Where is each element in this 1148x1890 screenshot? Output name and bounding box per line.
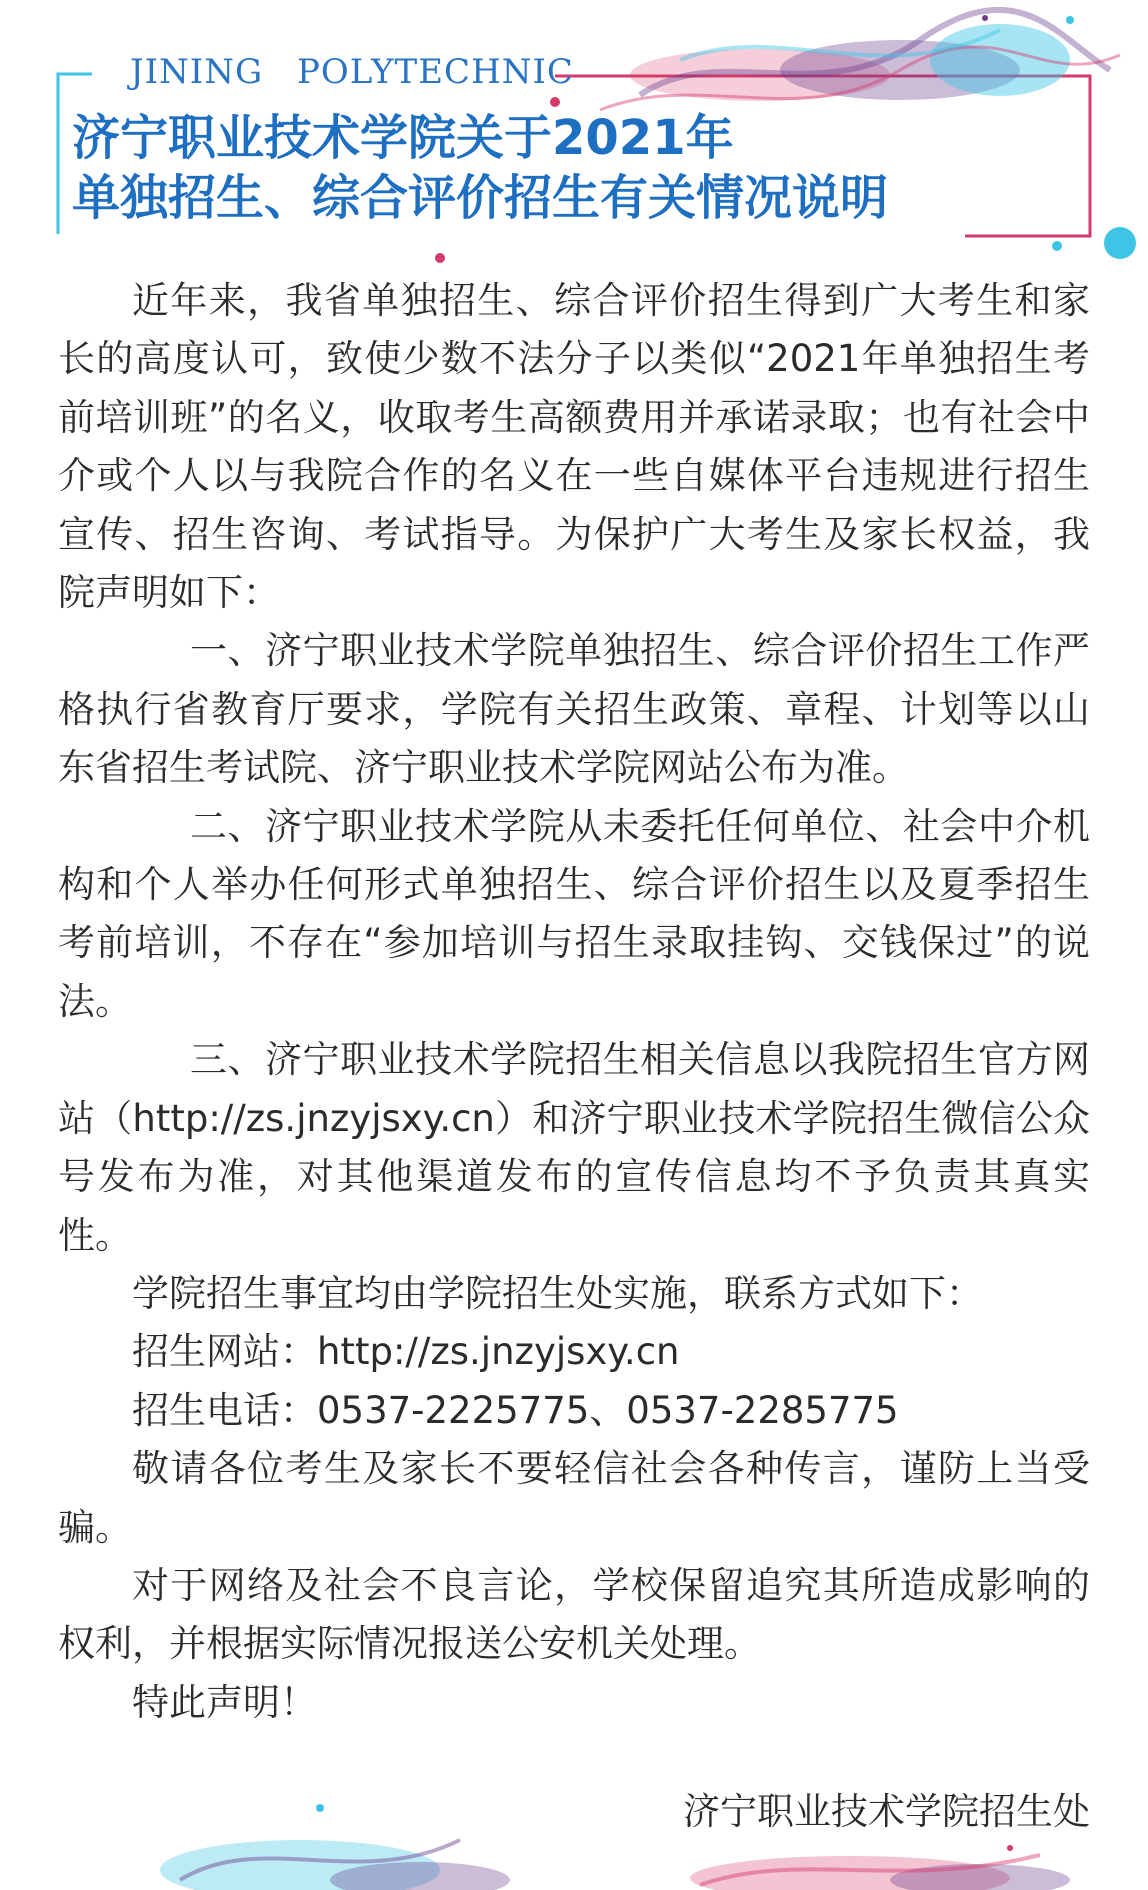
school-english-name: JINING POLYTECHNIC	[130, 52, 574, 92]
admission-phone: 招生电话：0537-2225775、0537-2285775	[132, 1388, 899, 1432]
closing-line: 特此声明！	[132, 1680, 317, 1724]
item-3-paragraph: 三、济宁职业技术学院招生相关信息以我院招生官方网站（http://zs.jnzyjsxy.cn）和济宁职业技术学院招生微信公众号发布为准，对其他渠道发布的宣传信息均不予负责其真实性。	[58, 1038, 1090, 1257]
header	[0, 0, 1148, 260]
signature: 济宁职业技术学院招生处	[683, 1790, 1090, 1833]
admission-website: 招生网站：http://zs.jnzyjsxy.cn	[132, 1330, 680, 1374]
statement-body	[58, 272, 1090, 1732]
item-1-paragraph: 一、济宁职业技术学院单独招生、综合评价招生工作严格执行省教育厅要求，学院有关招生政策、章程、计划等以山东省招生考试院、济宁职业技术学院网站公布为准。	[58, 629, 1090, 790]
legal-paragraph: 对于网络及社会不良言论，学校保留追究其所造成影响的权利，并根据实际情况报送公安机关处理。	[58, 1563, 1090, 1666]
intro-paragraph: 近年来，我省单独招生、综合评价招生得到广大考生和家长的高度认可，致使少数不法分子以类似“2021年单独招生考前培训班”的名义，收取考生高额费用并承诺录取；也有社会中介或个人以与我院合作的名义在一些自媒体平台违规进行招生宣传、招生咨询、考试指导。为保护广大考生及家长权益，我院声明如下：	[58, 279, 1090, 615]
contact-intro: 学院招生事宜均由学院招生处实施，联系方式如下：	[132, 1271, 983, 1315]
page-title-line-1: 济宁职业技术学院关于2021年	[72, 110, 734, 166]
warning-paragraph: 敬请各位考生及家长不要轻信社会各种传言，谨防上当受骗。	[58, 1447, 1090, 1549]
page-title-line-2: 单独招生、综合评价招生有关情况说明	[72, 170, 889, 226]
item-2-paragraph: 二、济宁职业技术学院从未委托任何单位、社会中介机构和个人举办任何形式单独招生、综合评价招生以及夏季招生考前培训，不存在“参加培训与招生录取挂钩、交钱保过”的说法。	[58, 804, 1090, 1023]
